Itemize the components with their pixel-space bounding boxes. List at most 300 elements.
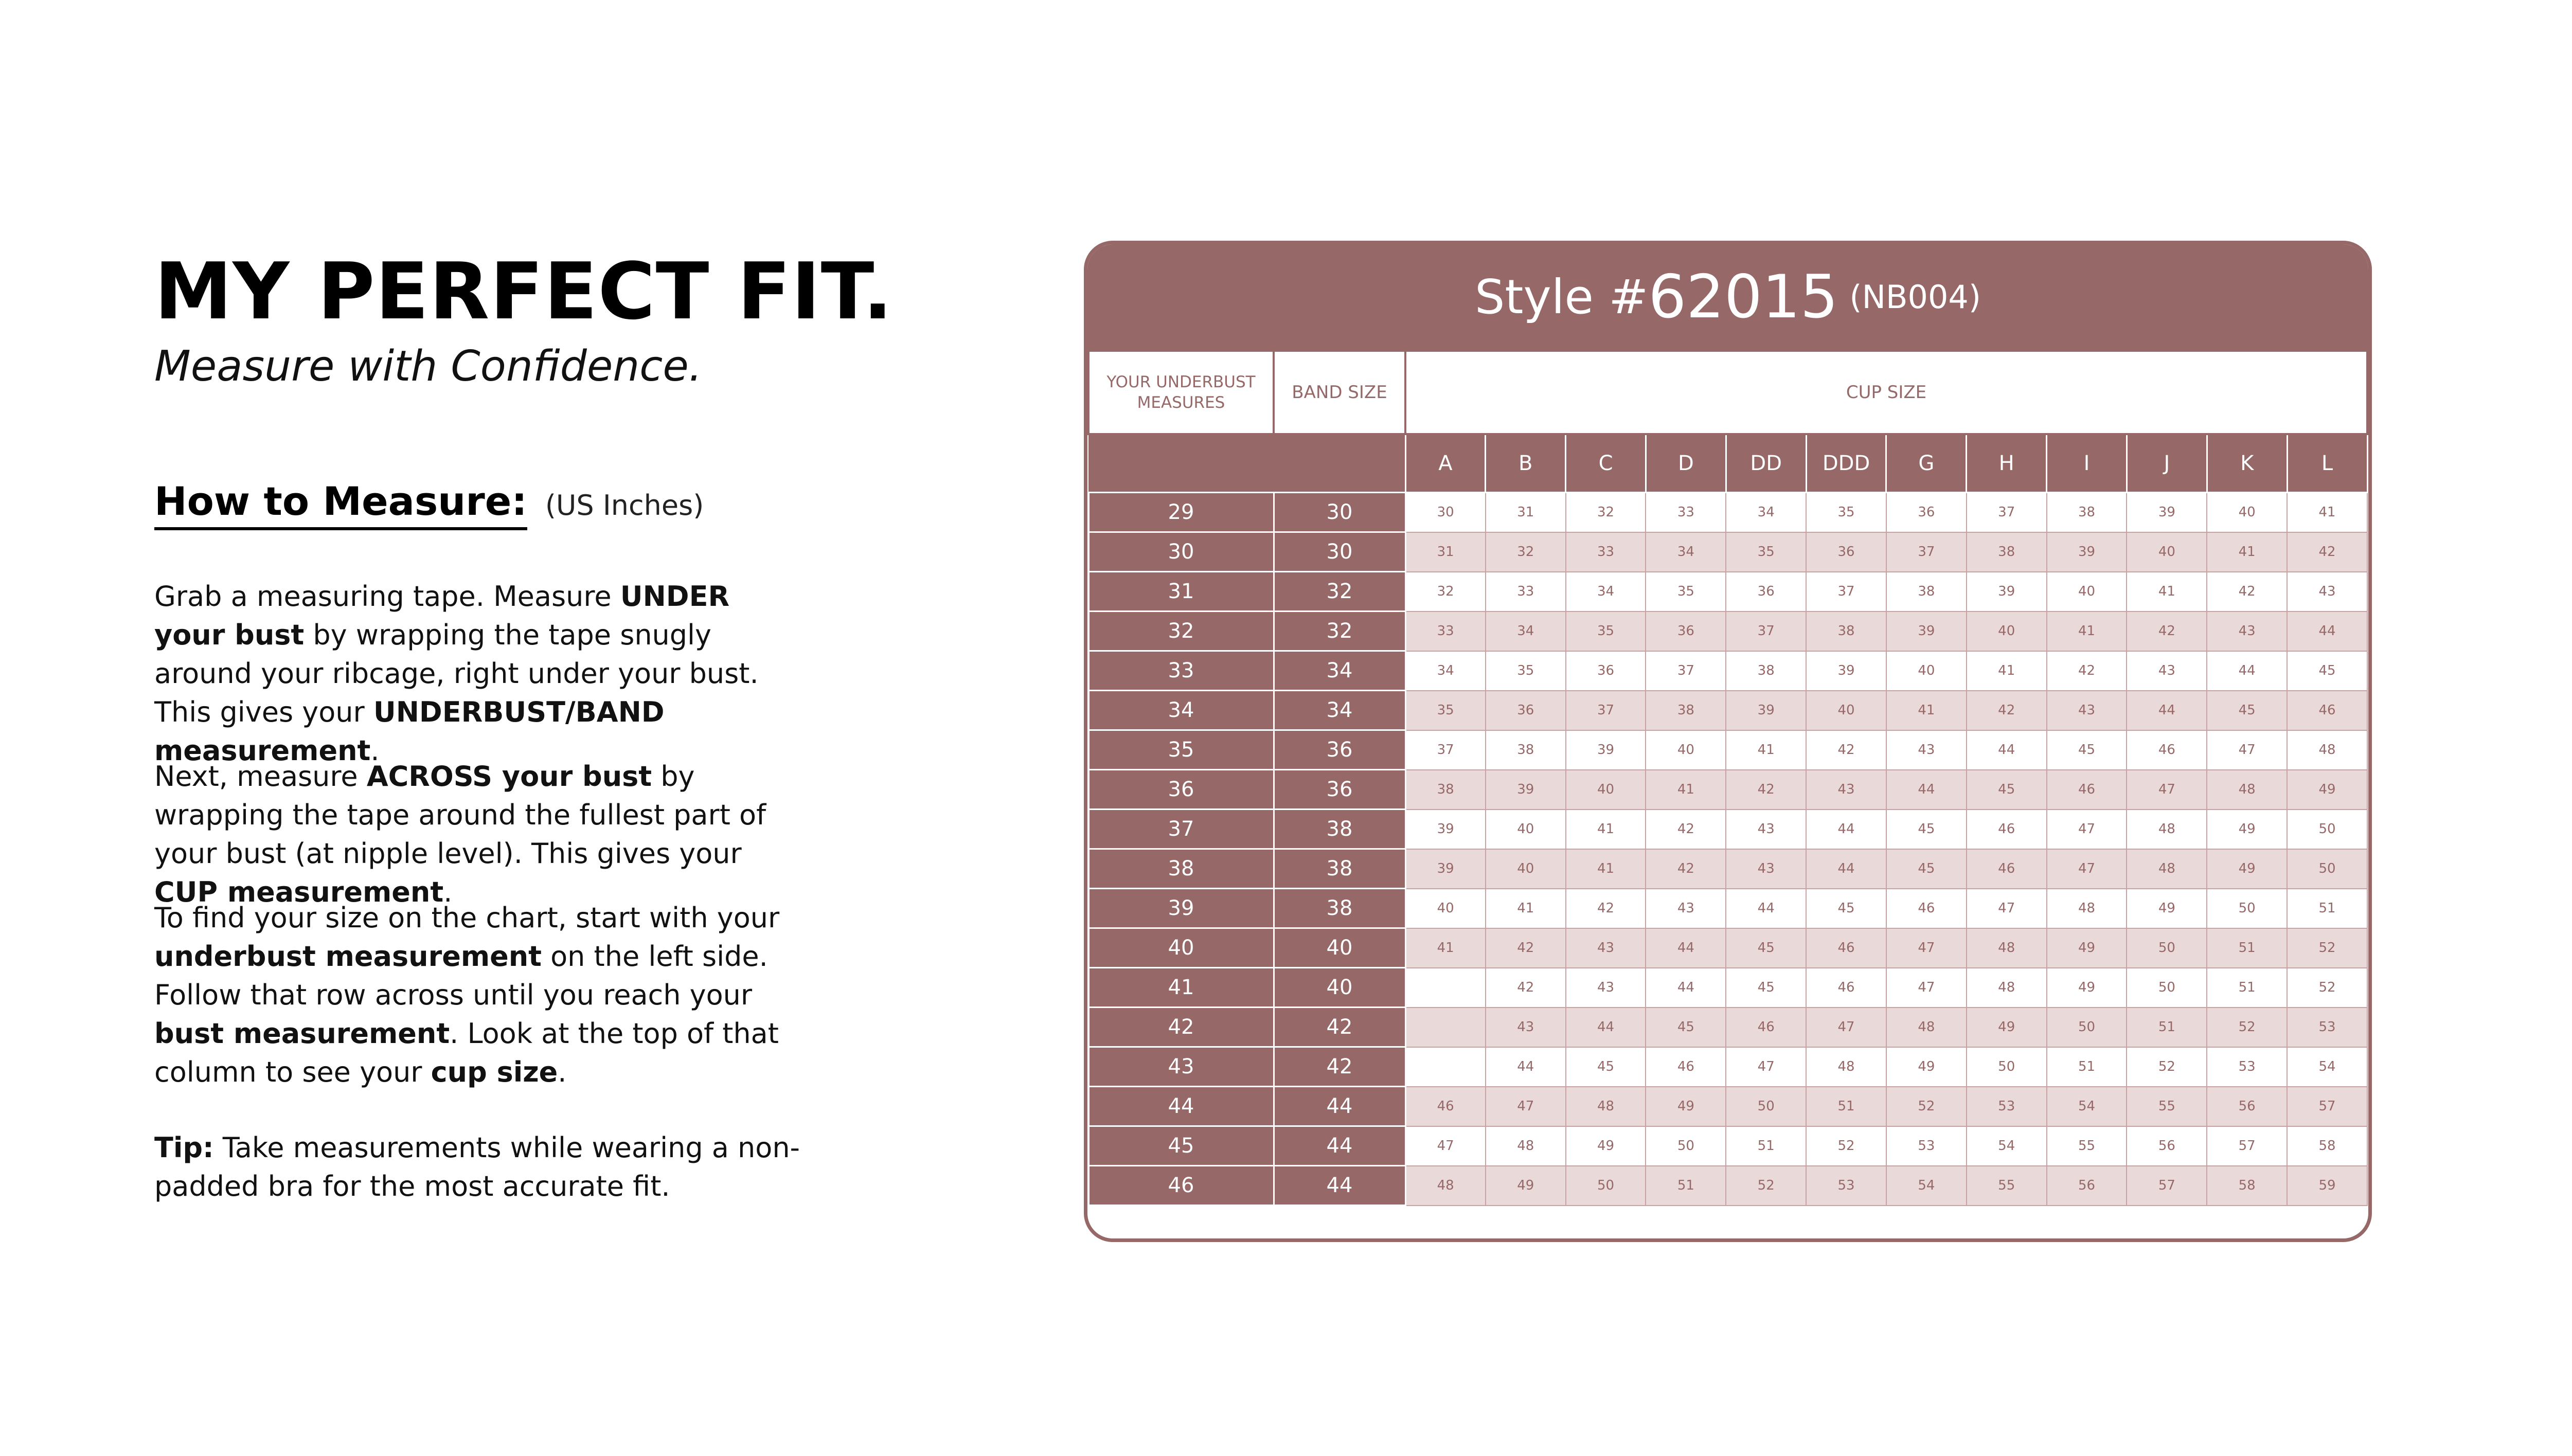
band-size-cell: 36 — [1274, 770, 1405, 810]
bust-measure-cell: 53 — [1967, 1087, 2047, 1126]
bust-measure-cell: 42 — [1646, 810, 1726, 849]
table-row — [1088, 1087, 2367, 1126]
bust-measure-cell: 37 — [1967, 493, 2047, 532]
emphasis-text: UNDERBUST/BAND measurement — [154, 696, 665, 767]
howto-heading-row — [154, 478, 704, 530]
band-size-cell: 42 — [1274, 1008, 1405, 1047]
underbust-cell: 45 — [1088, 1126, 1274, 1166]
bust-measure-cell: 54 — [1886, 1166, 1967, 1206]
cup-header-i: I — [2047, 434, 2127, 493]
bust-measure-cell: 44 — [1486, 1047, 1566, 1087]
underbust-cell: 41 — [1088, 968, 1274, 1008]
bust-measure-cell: 33 — [1646, 493, 1726, 532]
table-row — [1088, 730, 2367, 770]
howto-heading: How to Measure: — [154, 478, 527, 530]
bust-measure-cell: 43 — [1646, 889, 1726, 928]
bust-measure-cell: 35 — [1726, 532, 1806, 572]
bust-measure-cell: 39 — [1967, 572, 2047, 612]
bust-measure-cell: 45 — [1886, 849, 1967, 889]
table-row — [1088, 1047, 2367, 1087]
bust-measure-cell: 40 — [1646, 730, 1726, 770]
bust-measure-cell: 34 — [1566, 572, 1646, 612]
bust-measure-cell: 47 — [1726, 1047, 1806, 1087]
bust-measure-cell: 38 — [1967, 532, 2047, 572]
bust-measure-cell: 32 — [1405, 572, 1486, 612]
bust-measure-cell: 40 — [1566, 770, 1646, 810]
bust-measure-cell: 44 — [1726, 889, 1806, 928]
bust-measure-cell: 51 — [2207, 928, 2287, 968]
bust-measure-cell: 50 — [2127, 928, 2207, 968]
bust-measure-cell: 37 — [1806, 572, 1886, 612]
bust-measure-cell — [1405, 1047, 1486, 1087]
bust-measure-cell: 35 — [1646, 572, 1726, 612]
bust-measure-cell: 47 — [1886, 928, 1967, 968]
bust-measure-cell: 56 — [2207, 1087, 2287, 1126]
band-size-cell: 40 — [1274, 928, 1405, 968]
units-note: (US Inches) — [545, 489, 704, 522]
bust-measure-cell: 35 — [1405, 691, 1486, 730]
bust-measure-cell: 43 — [1726, 810, 1806, 849]
bust-measure-cell: 40 — [1486, 849, 1566, 889]
bust-measure-cell: 48 — [2287, 730, 2367, 770]
bust-measure-cell: 45 — [1806, 889, 1886, 928]
body-text: Take measurements while wearing a non-padded bra for the most accurate fit. — [154, 1131, 800, 1202]
band-size-cell: 30 — [1274, 532, 1405, 572]
bust-measure-cell: 56 — [2127, 1126, 2207, 1166]
bust-measure-cell: 48 — [2127, 849, 2207, 889]
bust-measure-cell: 52 — [2287, 928, 2367, 968]
band-size-cell: 32 — [1274, 612, 1405, 651]
chart-title-prefix: Style # — [1474, 269, 1649, 325]
bust-measure-cell: 41 — [2207, 532, 2287, 572]
bust-measure-cell: 43 — [2207, 612, 2287, 651]
bust-measure-cell: 52 — [2207, 1008, 2287, 1047]
body-text: by wrapping the tape around the fullest part of your bust (at nipple level). This gives your — [154, 760, 766, 870]
bust-measure-cell: 39 — [2127, 493, 2207, 532]
bust-measure-cell: 32 — [1566, 493, 1646, 532]
instruction-paragraph — [154, 898, 808, 1091]
band-size-cell: 42 — [1274, 1047, 1405, 1087]
band-size-cell: 30 — [1274, 493, 1405, 532]
bust-measure-cell: 51 — [2127, 1008, 2207, 1047]
bust-measure-cell: 43 — [2047, 691, 2127, 730]
bust-measure-cell: 47 — [1806, 1008, 1886, 1047]
bust-measure-cell: 46 — [1646, 1047, 1726, 1087]
bust-measure-cell: 47 — [1886, 968, 1967, 1008]
bust-measure-cell: 34 — [1646, 532, 1726, 572]
bust-measure-cell: 57 — [2127, 1166, 2207, 1206]
bust-measure-cell: 41 — [1405, 928, 1486, 968]
bust-measure-cell: 47 — [1486, 1087, 1566, 1126]
emphasis-text: underbust measurement — [154, 940, 542, 973]
bust-measure-cell: 46 — [1806, 928, 1886, 968]
bust-measure-cell: 46 — [1806, 968, 1886, 1008]
band-size-cell: 38 — [1274, 889, 1405, 928]
bust-measure-cell: 43 — [1726, 849, 1806, 889]
underbust-cell: 31 — [1088, 572, 1274, 612]
cup-header-ddd: DDD — [1806, 434, 1886, 493]
bust-measure-cell: 41 — [1566, 849, 1646, 889]
bust-measure-cell: 39 — [1806, 651, 1886, 691]
bust-measure-cell: 33 — [1566, 532, 1646, 572]
bust-measure-cell: 39 — [1405, 810, 1486, 849]
cup-header-b: B — [1486, 434, 1566, 493]
bust-measure-cell — [1405, 1008, 1486, 1047]
emphasis-text: UNDER your bust — [154, 580, 730, 651]
bust-measure-cell: 41 — [1967, 651, 2047, 691]
emphasis-text: Tip: — [154, 1131, 214, 1164]
bust-measure-cell: 45 — [1726, 928, 1806, 968]
bust-measure-cell: 52 — [1726, 1166, 1806, 1206]
underbust-column-header: YOUR UNDERBUST MEASURES — [1088, 351, 1274, 434]
table-row — [1088, 810, 2367, 849]
bust-measure-cell: 40 — [1405, 889, 1486, 928]
underbust-cell: 29 — [1088, 493, 1274, 532]
bust-measure-cell: 45 — [1967, 770, 2047, 810]
bust-measure-cell: 44 — [1646, 928, 1726, 968]
table-row — [1088, 612, 2367, 651]
bust-measure-cell: 42 — [1967, 691, 2047, 730]
bust-measure-cell: 39 — [1405, 849, 1486, 889]
bust-measure-cell: 41 — [1486, 889, 1566, 928]
bust-measure-cell: 34 — [1405, 651, 1486, 691]
bust-measure-cell: 37 — [1566, 691, 1646, 730]
underbust-cell: 32 — [1088, 612, 1274, 651]
band-size-cell: 44 — [1274, 1126, 1405, 1166]
bust-measure-cell: 45 — [2207, 691, 2287, 730]
underbust-cell: 37 — [1088, 810, 1274, 849]
table-row — [1088, 770, 2367, 810]
bust-measure-cell: 54 — [2287, 1047, 2367, 1087]
bust-measure-cell: 38 — [1726, 651, 1806, 691]
bust-measure-cell: 55 — [2127, 1087, 2207, 1126]
bust-measure-cell: 50 — [2047, 1008, 2127, 1047]
bust-measure-cell: 31 — [1405, 532, 1486, 572]
underbust-cell: 46 — [1088, 1166, 1274, 1206]
table-row — [1088, 889, 2367, 928]
bust-measure-cell: 47 — [2047, 849, 2127, 889]
bust-measure-cell: 44 — [1566, 1008, 1646, 1047]
bust-measure-cell: 44 — [1646, 968, 1726, 1008]
bust-measure-cell: 53 — [2287, 1008, 2367, 1047]
bust-measure-cell: 50 — [1726, 1087, 1806, 1126]
bust-measure-cell: 43 — [1486, 1008, 1566, 1047]
bust-measure-cell: 36 — [1726, 572, 1806, 612]
bust-measure-cell: 41 — [1726, 730, 1806, 770]
band-size-cell: 40 — [1274, 968, 1405, 1008]
body-text: by wrapping the tape snugly around your ribcage, right under your bust. This gives your — [154, 619, 759, 728]
bust-measure-cell: 36 — [1486, 691, 1566, 730]
bust-measure-cell: 40 — [1886, 651, 1967, 691]
bust-measure-cell: 52 — [1886, 1087, 1967, 1126]
bust-measure-cell: 42 — [2207, 572, 2287, 612]
bust-measure-cell: 42 — [1566, 889, 1646, 928]
bust-measure-cell: 57 — [2207, 1126, 2287, 1166]
band-size-cell: 32 — [1274, 572, 1405, 612]
bust-measure-cell: 33 — [1486, 572, 1566, 612]
cup-letter-row — [1088, 434, 2367, 493]
bust-measure-cell: 57 — [2287, 1087, 2367, 1126]
bust-measure-cell: 46 — [1967, 849, 2047, 889]
bust-measure-cell: 46 — [1967, 810, 2047, 849]
underbust-cell: 44 — [1088, 1087, 1274, 1126]
bust-measure-cell: 37 — [1726, 612, 1806, 651]
band-size-cell: 36 — [1274, 730, 1405, 770]
cup-header-l: L — [2287, 434, 2367, 493]
bust-measure-cell: 50 — [1967, 1047, 2047, 1087]
bust-measure-cell: 55 — [1967, 1166, 2047, 1206]
bust-measure-cell: 44 — [1886, 770, 1967, 810]
bust-measure-cell: 38 — [1646, 691, 1726, 730]
bust-measure-cell: 50 — [2207, 889, 2287, 928]
bust-measure-cell: 48 — [2207, 770, 2287, 810]
bust-measure-cell: 49 — [2047, 928, 2127, 968]
bust-measure-cell: 48 — [1967, 928, 2047, 968]
bust-measure-cell: 49 — [2287, 770, 2367, 810]
bust-measure-cell: 40 — [1486, 810, 1566, 849]
bust-measure-cell: 53 — [1886, 1126, 1967, 1166]
bust-measure-cell: 49 — [1886, 1047, 1967, 1087]
bust-measure-cell: 53 — [2207, 1047, 2287, 1087]
band-size-cell: 44 — [1274, 1166, 1405, 1206]
body-text: . — [370, 734, 380, 767]
cup-header-k: K — [2207, 434, 2287, 493]
bust-measure-cell: 35 — [1486, 651, 1566, 691]
table-row — [1088, 1126, 2367, 1166]
bust-measure-cell: 43 — [1886, 730, 1967, 770]
table-header-row — [1088, 351, 2367, 434]
bust-measure-cell: 40 — [1967, 612, 2047, 651]
bust-measure-cell: 44 — [2207, 651, 2287, 691]
bust-measure-cell: 39 — [1726, 691, 1806, 730]
bust-measure-cell: 38 — [1486, 730, 1566, 770]
bust-measure-cell: 42 — [2287, 532, 2367, 572]
bust-measure-cell: 40 — [2207, 493, 2287, 532]
bust-measure-cell: 41 — [2127, 572, 2207, 612]
bust-measure-cell: 51 — [1806, 1087, 1886, 1126]
bust-measure-cell: 41 — [1886, 691, 1967, 730]
cup-size-header: CUP SIZE — [1405, 351, 2367, 434]
bust-measure-cell: 49 — [2047, 968, 2127, 1008]
bust-measure-cell: 46 — [1886, 889, 1967, 928]
bust-measure-cell: 48 — [1886, 1008, 1967, 1047]
bust-measure-cell: 53 — [1806, 1166, 1886, 1206]
bust-measure-cell: 43 — [1806, 770, 1886, 810]
bust-measure-cell: 46 — [1726, 1008, 1806, 1047]
bust-measure-cell: 42 — [2127, 612, 2207, 651]
bust-measure-cell: 35 — [1566, 612, 1646, 651]
band-size-cell: 38 — [1274, 849, 1405, 889]
chart-title-suffix: (NB004) — [1849, 278, 1981, 316]
cup-header-d: D — [1646, 434, 1726, 493]
bust-measure-cell: 54 — [1967, 1126, 2047, 1166]
bust-measure-cell: 39 — [1486, 770, 1566, 810]
underbust-cell: 33 — [1088, 651, 1274, 691]
bust-measure-cell: 50 — [2287, 810, 2367, 849]
table-row — [1088, 651, 2367, 691]
size-table — [1087, 350, 2368, 1206]
cup-header-c: C — [1566, 434, 1646, 493]
underbust-cell: 43 — [1088, 1047, 1274, 1087]
body-text: Grab a measuring tape. Measure — [154, 580, 620, 613]
underbust-cell: 39 — [1088, 889, 1274, 928]
bust-measure-cell: 48 — [2047, 889, 2127, 928]
bust-measure-cell: 36 — [1646, 612, 1726, 651]
bust-measure-cell: 58 — [2287, 1126, 2367, 1166]
band-size-cell: 38 — [1274, 810, 1405, 849]
emphasis-text: bust measurement — [154, 1017, 450, 1050]
bust-measure-cell: 40 — [1806, 691, 1886, 730]
instruction-paragraph — [154, 757, 808, 911]
table-row — [1088, 1166, 2367, 1206]
table-row — [1088, 849, 2367, 889]
bust-measure-cell: 46 — [2127, 730, 2207, 770]
bust-measure-cell: 48 — [2127, 810, 2207, 849]
bust-measure-cell: 46 — [2287, 691, 2367, 730]
bust-measure-cell: 48 — [1967, 968, 2047, 1008]
body-text: Next, measure — [154, 760, 367, 793]
bust-measure-cell: 47 — [2127, 770, 2207, 810]
emphasis-text: CUP measurement — [154, 876, 444, 908]
emphasis-text: ACROSS your bust — [366, 760, 652, 793]
bust-measure-cell: 41 — [1566, 810, 1646, 849]
bust-measure-cell: 38 — [1886, 572, 1967, 612]
bust-measure-cell: 42 — [1486, 968, 1566, 1008]
bust-measure-cell: 45 — [1646, 1008, 1726, 1047]
underbust-cell: 30 — [1088, 532, 1274, 572]
bust-measure-cell: 38 — [1405, 770, 1486, 810]
bust-measure-cell: 34 — [1486, 612, 1566, 651]
bust-measure-cell: 44 — [1967, 730, 2047, 770]
bust-measure-cell: 36 — [1566, 651, 1646, 691]
underbust-cell: 35 — [1088, 730, 1274, 770]
bust-measure-cell: 40 — [2127, 532, 2207, 572]
blank-header-cell — [1088, 434, 1274, 493]
bust-measure-cell: 48 — [1486, 1126, 1566, 1166]
cup-header-g: G — [1886, 434, 1967, 493]
bust-measure-cell: 41 — [1646, 770, 1726, 810]
bust-measure-cell: 50 — [1646, 1126, 1726, 1166]
underbust-cell: 42 — [1088, 1008, 1274, 1047]
bust-measure-cell: 49 — [1566, 1126, 1646, 1166]
bust-measure-cell: 38 — [1806, 612, 1886, 651]
table-row — [1088, 928, 2367, 968]
size-chart-card — [1084, 241, 2372, 1242]
page-subtitle: Measure with Confidence. — [154, 342, 702, 391]
underbust-cell: 40 — [1088, 928, 1274, 968]
cup-header-h: H — [1967, 434, 2047, 493]
bust-measure-cell: 52 — [1806, 1126, 1886, 1166]
bust-measure-cell: 32 — [1486, 532, 1566, 572]
bust-measure-cell: 58 — [2207, 1166, 2287, 1206]
blank-header-cell — [1274, 434, 1405, 493]
bust-measure-cell: 45 — [1726, 968, 1806, 1008]
bust-measure-cell: 50 — [2287, 849, 2367, 889]
bust-measure-cell: 51 — [1646, 1166, 1726, 1206]
bust-measure-cell: 42 — [2047, 651, 2127, 691]
table-row — [1088, 968, 2367, 1008]
tip-paragraph — [154, 1128, 808, 1206]
bust-measure-cell: 50 — [2127, 968, 2207, 1008]
bust-measure-cell: 30 — [1405, 493, 1486, 532]
bust-measure-cell: 42 — [1486, 928, 1566, 968]
bust-measure-cell: 42 — [1806, 730, 1886, 770]
bust-measure-cell: 35 — [1806, 493, 1886, 532]
bust-measure-cell: 45 — [1566, 1047, 1646, 1087]
body-text: To find your size on the chart, start with your — [154, 902, 780, 934]
bust-measure-cell: 41 — [2047, 612, 2127, 651]
instruction-paragraph — [154, 577, 808, 770]
underbust-cell: 36 — [1088, 770, 1274, 810]
cup-header-a: A — [1405, 434, 1486, 493]
bust-measure-cell — [1405, 968, 1486, 1008]
chart-title — [1087, 244, 2368, 350]
table-row — [1088, 572, 2367, 612]
page-title: MY PERFECT FIT. — [154, 246, 894, 337]
band-size-cell: 44 — [1274, 1087, 1405, 1126]
table-row — [1088, 691, 2367, 730]
bust-measure-cell: 51 — [2287, 889, 2367, 928]
bust-measure-cell: 31 — [1486, 493, 1566, 532]
band-size-cell: 34 — [1274, 691, 1405, 730]
bust-measure-cell: 38 — [2047, 493, 2127, 532]
bust-measure-cell: 52 — [2287, 968, 2367, 1008]
cup-header-dd: DD — [1726, 434, 1806, 493]
bust-measure-cell: 48 — [1566, 1087, 1646, 1126]
bust-measure-cell: 41 — [2287, 493, 2367, 532]
bust-measure-cell: 45 — [2047, 730, 2127, 770]
underbust-cell: 38 — [1088, 849, 1274, 889]
body-text: . — [558, 1056, 567, 1088]
body-text: . — [443, 876, 453, 908]
bust-measure-cell: 37 — [1405, 730, 1486, 770]
bust-measure-cell: 40 — [2047, 572, 2127, 612]
bust-measure-cell: 44 — [1806, 810, 1886, 849]
bust-measure-cell: 48 — [1806, 1047, 1886, 1087]
bust-measure-cell: 56 — [2047, 1166, 2127, 1206]
table-row — [1088, 1008, 2367, 1047]
bust-measure-cell: 49 — [1967, 1008, 2047, 1047]
body-text: on the left side. Follow that row across until you reach your — [154, 940, 768, 1011]
bust-measure-cell: 50 — [1566, 1166, 1646, 1206]
bust-measure-cell: 47 — [2047, 810, 2127, 849]
bust-measure-cell: 37 — [1886, 532, 1967, 572]
cup-header-j: J — [2127, 434, 2207, 493]
bust-measure-cell: 39 — [2047, 532, 2127, 572]
bust-measure-cell: 47 — [2207, 730, 2287, 770]
bust-measure-cell: 45 — [1886, 810, 1967, 849]
chart-title-number: 62015 — [1648, 262, 1838, 332]
bust-measure-cell: 55 — [2047, 1126, 2127, 1166]
bust-measure-cell: 36 — [1806, 532, 1886, 572]
bust-measure-cell: 44 — [1806, 849, 1886, 889]
bust-measure-cell: 51 — [2207, 968, 2287, 1008]
bust-measure-cell: 39 — [1566, 730, 1646, 770]
bust-measure-cell: 44 — [2127, 691, 2207, 730]
band-column-header: BAND SIZE — [1274, 351, 1405, 434]
bust-measure-cell: 47 — [1405, 1126, 1486, 1166]
bust-measure-cell: 33 — [1405, 612, 1486, 651]
bust-measure-cell: 43 — [2127, 651, 2207, 691]
bust-measure-cell: 48 — [1405, 1166, 1486, 1206]
body-text: . Look at the top of that column to see your — [154, 1017, 779, 1088]
bust-measure-cell: 54 — [2047, 1087, 2127, 1126]
bust-measure-cell: 42 — [1646, 849, 1726, 889]
bust-measure-cell: 43 — [2287, 572, 2367, 612]
bust-measure-cell: 52 — [2127, 1047, 2207, 1087]
bust-measure-cell: 49 — [2207, 849, 2287, 889]
bust-measure-cell: 46 — [2047, 770, 2127, 810]
